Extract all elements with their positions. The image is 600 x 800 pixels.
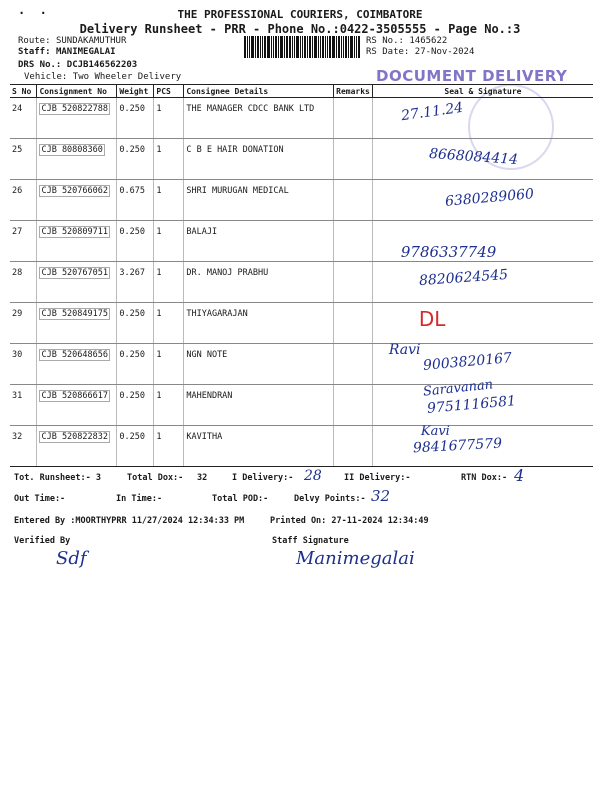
consignment-no: CJB 520648656	[41, 350, 108, 360]
handwritten-phone: 9751116581	[426, 393, 517, 417]
vehicle-label: Vehicle:	[24, 72, 68, 82]
delvy-points-label: Delvy Points:-	[294, 494, 366, 504]
entered-by: Entered By :MOORTHYPRR 11/27/2024 12:34:33 PM	[14, 516, 245, 526]
table-row	[10, 385, 593, 426]
staff-signature-label: Staff Signature	[272, 536, 349, 546]
table-header-row	[10, 85, 593, 98]
cell-sno: 28	[10, 262, 37, 303]
col-pcs: PCS	[154, 85, 184, 98]
footer-divider	[10, 466, 593, 467]
drs-line	[18, 60, 137, 70]
vehicle-value: Two Wheeler Delivery	[72, 72, 182, 82]
rs-no-line	[366, 36, 447, 46]
i-delivery-value: 28	[304, 468, 322, 484]
cell-sno: 24	[10, 98, 37, 139]
document-delivery-stamp: DOCUMENT DELIVERY	[376, 67, 568, 85]
cell-pcs: 1	[154, 180, 184, 221]
company-title: THE PROFESSIONAL COURIERS, COIMBATORE	[177, 8, 423, 21]
cell-consignee: NGN NOTE	[184, 344, 334, 385]
cell-sno: 25	[10, 139, 37, 180]
staff-signature: Manimegalai	[296, 548, 415, 569]
table-row	[10, 262, 593, 303]
cell-weight: 0.250	[117, 385, 154, 426]
cell-signature	[372, 377, 593, 426]
cell-weight: 0.250	[117, 303, 154, 344]
cell-consignee: SHRI MURUGAN MEDICAL	[184, 180, 334, 221]
cell-consignee: DR. MANOJ PRABHU	[184, 262, 334, 303]
consignment-no: CJB 520822832	[41, 432, 108, 442]
handwritten-date: 27.11.24	[400, 99, 465, 125]
staff-line	[18, 47, 116, 57]
rs-no-label: RS No.:	[366, 36, 404, 46]
cell-remarks	[334, 303, 373, 344]
printed-on: Printed On: 27-11-2024 12:34:49	[270, 516, 429, 526]
table-row	[10, 426, 593, 467]
delvy-points-value: 32	[371, 487, 391, 505]
col-weight: Weight	[117, 85, 154, 98]
handwritten-signature: Saravanan	[422, 377, 494, 400]
cell-pcs: 1	[154, 98, 184, 139]
cell-weight: 3.267	[117, 262, 154, 303]
cell-signature	[372, 98, 593, 139]
vehicle-line	[24, 72, 181, 82]
cell-signature	[372, 139, 593, 180]
table-row	[10, 98, 593, 139]
col-seal-signature: Seal & Signature	[372, 85, 593, 98]
drs-label: DRS No.:	[18, 60, 62, 70]
consignment-no: CJB 520866617	[41, 391, 108, 401]
in-time: In Time:-	[116, 494, 163, 504]
table-row	[10, 221, 593, 262]
col-remarks: Remarks	[334, 85, 373, 98]
rs-date-label: RS Date:	[366, 47, 410, 57]
cell-consignment	[37, 221, 117, 262]
total-dox-value: 32	[197, 473, 208, 483]
cell-consignee: C B E HAIR DONATION	[184, 139, 334, 180]
route-value: SUNDAKAMUTHUR	[55, 36, 127, 46]
ii-delivery-label: II Delivery:-	[344, 473, 411, 483]
handwritten-signature: Ravi	[388, 342, 421, 358]
route-label: Route:	[18, 36, 51, 46]
out-time: Out Time:-	[14, 494, 66, 504]
drs-value: DCJB146562203	[66, 60, 138, 70]
cell-weight: 0.250	[117, 426, 154, 467]
cell-remarks	[334, 221, 373, 262]
cell-pcs: 1	[154, 262, 184, 303]
table-row	[10, 139, 593, 180]
col-consignment: Consignment No	[37, 85, 117, 98]
handwritten-phone: 9003820167	[422, 350, 513, 374]
cell-signature	[372, 180, 593, 221]
cell-sno: 27	[10, 221, 37, 262]
handwritten-phone: 8820624545	[418, 266, 509, 290]
cell-weight: 0.250	[117, 98, 154, 139]
cell-weight: 0.675	[117, 180, 154, 221]
verified-by-label: Verified By	[14, 536, 71, 546]
cell-consignment	[37, 262, 117, 303]
tot-runsheet: Tot. Runsheet:- 3	[14, 473, 101, 483]
rtn-dox-label: RTN Dox:-	[461, 473, 508, 483]
cell-pcs: 1	[154, 139, 184, 180]
table-row	[10, 303, 593, 344]
runsheet-table	[10, 84, 593, 467]
total-dox-label: Total Dox:-	[127, 473, 184, 483]
cell-consignee: THE MANAGER CDCC BANK LTD	[184, 98, 334, 139]
corner-dots: · ·	[18, 6, 47, 20]
cell-weight: 0.250	[117, 221, 154, 262]
staff-label: Staff:	[18, 47, 51, 57]
handwritten-phone: 9841677579	[412, 435, 503, 457]
cell-sno: 32	[10, 426, 37, 467]
i-delivery-label: I Delivery:-	[232, 473, 294, 483]
cell-signature	[372, 426, 593, 467]
cell-pcs: 1	[154, 303, 184, 344]
handwritten-dl: DL	[418, 307, 446, 331]
cell-pcs: 1	[154, 221, 184, 262]
cell-sno: 29	[10, 303, 37, 344]
cell-remarks	[334, 385, 373, 426]
cell-signature	[372, 303, 593, 344]
cell-consignee: MAHENDRAN	[184, 385, 334, 426]
cell-sno: 26	[10, 180, 37, 221]
cell-consignment	[37, 303, 117, 344]
consignment-no: CJB 520767051	[41, 268, 108, 278]
cell-consignment	[37, 180, 117, 221]
cell-signature	[372, 262, 593, 303]
handwritten-phone: 9786337749	[400, 243, 497, 261]
consignment-no: CJB 520849175	[41, 309, 108, 319]
cell-consignment	[37, 98, 117, 139]
cell-sno: 31	[10, 385, 37, 426]
cell-remarks	[334, 139, 373, 180]
consignment-no: CJB 520766062	[41, 186, 108, 196]
cell-remarks	[334, 262, 373, 303]
cell-consignment	[37, 344, 117, 385]
cell-consignee: BALAJI	[184, 221, 334, 262]
rs-date-line	[366, 47, 474, 57]
cell-consignee: KAVITHA	[184, 426, 334, 467]
cell-pcs: 1	[154, 344, 184, 385]
table-row	[10, 180, 593, 221]
runsheet-subtitle: Delivery Runsheet - PRR - Phone No.:0422-3505555 - Page No.:3	[79, 22, 521, 36]
col-consignee: Consignee Details	[184, 85, 334, 98]
cell-signature	[372, 221, 593, 262]
handwritten-signature: Kavi	[420, 424, 450, 439]
cell-remarks	[334, 344, 373, 385]
rs-date-value: 27-Nov-2024	[414, 47, 475, 57]
handwritten-phone: 6380289060	[444, 186, 535, 210]
cell-pcs: 1	[154, 426, 184, 467]
cell-weight: 0.250	[117, 139, 154, 180]
rtn-dox-value: 4	[514, 466, 525, 485]
consignment-no: CJB 520822788	[41, 104, 108, 114]
table-row	[10, 344, 593, 385]
verified-signature: Sdf	[56, 548, 87, 569]
cell-remarks	[334, 426, 373, 467]
handwritten-phone: 8668084414	[428, 145, 519, 169]
cell-consignment	[37, 426, 117, 467]
cell-consignment	[37, 139, 117, 180]
cell-consignee: THIYAGARAJAN	[184, 303, 334, 344]
cell-remarks	[334, 180, 373, 221]
total-pod: Total POD:-	[212, 494, 269, 504]
col-sno: S No	[10, 85, 37, 98]
barcode	[244, 36, 361, 58]
cell-remarks	[334, 98, 373, 139]
cell-consignment	[37, 385, 117, 426]
cell-pcs: 1	[154, 385, 184, 426]
consignment-no: CJB 80808360	[41, 145, 103, 155]
cell-sno: 30	[10, 344, 37, 385]
consignment-no: CJB 520809711	[41, 227, 108, 237]
route-line	[18, 36, 126, 46]
rs-no-value: 1465622	[409, 36, 448, 46]
cell-weight: 0.250	[117, 344, 154, 385]
staff-value: MANIMEGALAI	[55, 47, 116, 57]
